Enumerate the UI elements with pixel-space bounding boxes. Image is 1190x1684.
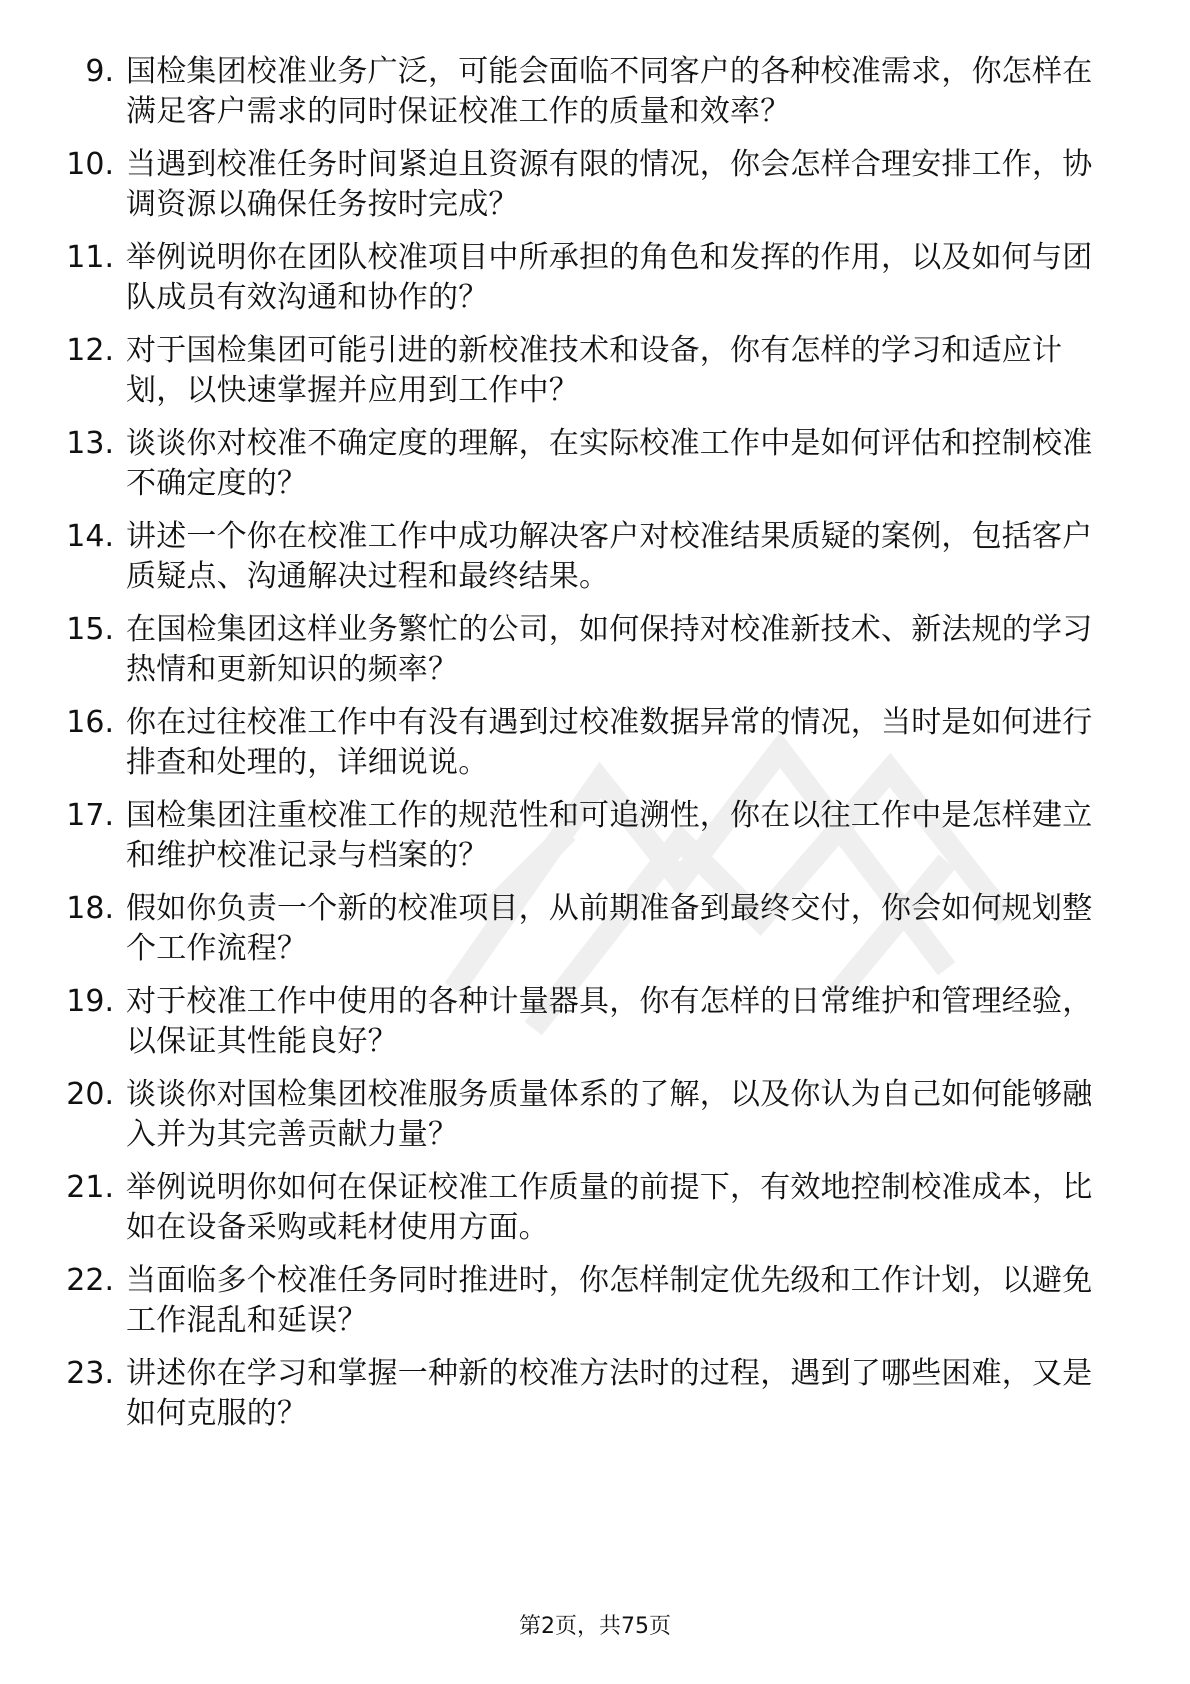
question-text: 谈谈你对校准不确定度的理解，在实际校准工作中是如何评估和控制校准不确定度的？ — [126, 426, 1093, 501]
question-text: 当遇到校准任务时间紧迫且资源有限的情况，你会怎样合理安排工作，协调资源以确保任务按时完成？ — [126, 147, 1093, 222]
question-number: 17. — [66, 798, 114, 833]
question-number: 10. — [66, 147, 114, 182]
question-text: 举例说明你在团队校准项目中所承担的角色和发挥的作用，以及如何与团队成员有效沟通和协作的？ — [126, 240, 1093, 315]
question-number: 20. — [66, 1077, 114, 1112]
question-number: 19. — [66, 984, 114, 1019]
question-item — [58, 610, 1108, 703]
question-item — [58, 1261, 1108, 1354]
question-number: 22. — [66, 1263, 114, 1298]
question-item — [58, 517, 1108, 610]
question-text: 假如你负责一个新的校准项目，从前期准备到最终交付，你会如何规划整个工作流程？ — [126, 891, 1093, 966]
question-text: 国检集团注重校准工作的规范性和可追溯性，你在以往工作中是怎样建立和维护校准记录与档案的？ — [126, 798, 1093, 873]
question-item — [58, 331, 1108, 424]
question-item — [58, 1168, 1108, 1261]
question-text: 在国检集团这样业务繁忙的公司，如何保持对校准新技术、新法规的学习热情和更新知识的频率？ — [126, 612, 1093, 687]
question-text: 你在过往校准工作中有没有遇到过校准数据异常的情况，当时是如何进行排查和处理的，详细说说。 — [126, 705, 1093, 780]
question-number: 11. — [66, 240, 114, 275]
question-number: 13. — [66, 426, 114, 461]
question-number: 9. — [85, 54, 114, 89]
question-item — [58, 1354, 1108, 1447]
question-list — [58, 52, 1108, 1447]
question-number: 21. — [66, 1170, 114, 1205]
page-number-label: 第2页，共75页 — [519, 1614, 671, 1639]
question-text: 对于国检集团可能引进的新校准技术和设备，你有怎样的学习和适应计划，以快速掌握并应用到工作中？ — [126, 333, 1063, 408]
question-number: 23. — [66, 1356, 114, 1391]
question-item — [58, 703, 1108, 796]
question-text: 讲述你在学习和掌握一种新的校准方法时的过程，遇到了哪些困难，又是如何克服的？ — [126, 1356, 1093, 1431]
question-item — [58, 52, 1108, 145]
question-item — [58, 238, 1108, 331]
question-text: 举例说明你如何在保证校准工作质量的前提下，有效地控制校准成本，比如在设备采购或耗材使用方面。 — [126, 1170, 1093, 1245]
question-text: 当面临多个校准任务同时推进时，你怎样制定优先级和工作计划，以避免工作混乱和延误？ — [126, 1263, 1093, 1338]
question-text: 对于校准工作中使用的各种计量器具，你有怎样的日常维护和管理经验，以保证其性能良好？ — [126, 984, 1093, 1059]
question-item — [58, 796, 1108, 889]
question-item — [58, 982, 1108, 1075]
question-text: 讲述一个你在校准工作中成功解决客户对校准结果质疑的案例，包括客户质疑点、沟通解决过程和最终结果。 — [126, 519, 1093, 594]
page-footer — [0, 1613, 1190, 1641]
question-item — [58, 145, 1108, 238]
question-number: 18. — [66, 891, 114, 926]
question-item — [58, 1075, 1108, 1168]
question-number: 16. — [66, 705, 114, 740]
question-text: 谈谈你对国检集团校准服务质量体系的了解，以及你认为自己如何能够融入并为其完善贡献力量？ — [126, 1077, 1093, 1152]
question-text: 国检集团校准业务广泛，可能会面临不同客户的各种校准需求，你怎样在满足客户需求的同时保证校准工作的质量和效率？ — [126, 54, 1093, 129]
question-number: 14. — [66, 519, 114, 554]
question-number: 15. — [66, 612, 114, 647]
question-item — [58, 889, 1108, 982]
question-number: 12. — [66, 333, 114, 368]
question-item — [58, 424, 1108, 517]
